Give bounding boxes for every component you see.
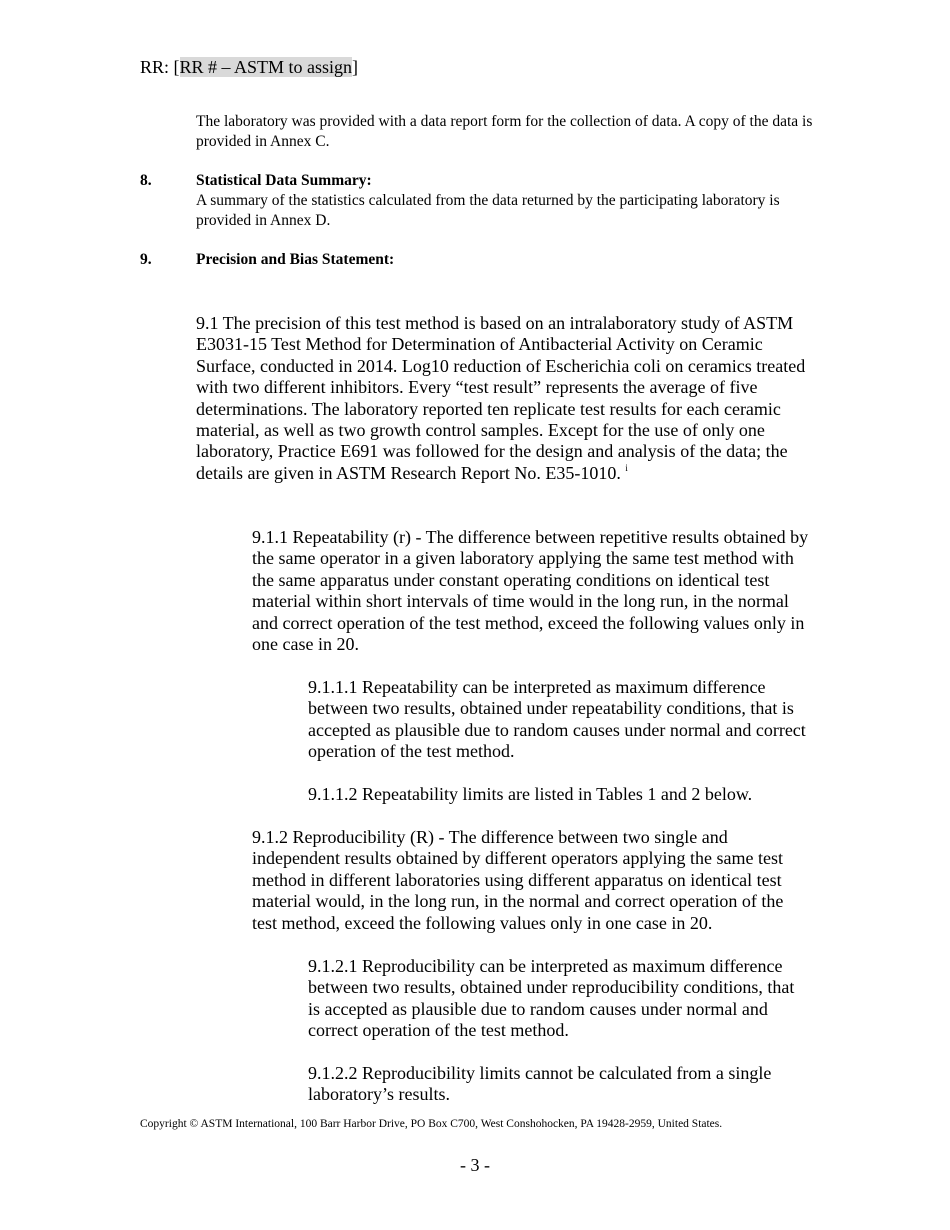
- paragraph-9-1-1: 9.1.1 Repeatability (r) - The difference between repetitive results obtained by the same operator in a given laboratory applying the same test method with the same apparatus under constant operating conditions on identical test material within short intervals of time would in the long run, in the normal and correct operation of the test method, exceed the following values only in one case in 20.: [252, 527, 809, 655]
- header-prefix: RR: [: [140, 57, 180, 77]
- section-8-heading: Statistical Data Summary:: [196, 172, 372, 189]
- section-8-text: A summary of the statistics calculated from the data returned by the participating laboratory is provided in Annex D.: [196, 192, 780, 229]
- intro-paragraph: The laboratory was provided with a data report form for the collection of data. A copy of the data is provided in Annex C.: [196, 113, 813, 150]
- endnote-reference: i: [625, 462, 628, 473]
- paragraph-9-1-text: 9.1 The precision of this test method is based on an intralaboratory study of ASTM E3031-15 Test Method for Determination of Antibacterial Activity on Ceramic Surface, conducted in 2014. Log10 reduction of Escherichia coli on ceramics treated with two different inhibitors. Every “test result” represents the average of five determinations. The laboratory reported ten replicate test results for each ceramic material, as well as two growth control samples. Except for the use of only one laboratory, Practice E691 was followed for the design and analysis of the data; the details are given in ASTM Research Report No. E35-1010.: [196, 313, 806, 483]
- section-9-number: 9.: [140, 251, 152, 268]
- report-header: [140, 56, 358, 78]
- paragraph-9-1-2-2: 9.1.2.2 Reproducibility limits cannot be calculated from a single laboratory’s results.: [308, 1063, 772, 1105]
- header-placeholder-field: RR # – ASTM to assign: [179, 57, 353, 77]
- section-9-body: [196, 250, 816, 270]
- section-9-heading: Precision and Bias Statement:: [196, 251, 395, 268]
- page-number: - 3 -: [460, 1155, 490, 1175]
- section-8-body: [196, 171, 816, 231]
- paragraph-9-1-2-1: 9.1.2.1 Reproducibility can be interpreted as maximum difference between two results, obtained under reproducibility conditions, that is accepted as plausible due to random causes under normal and correct operation of the test method.: [308, 956, 795, 1041]
- paragraph-9-1: [196, 313, 811, 484]
- section-8-number: 8.: [140, 172, 152, 189]
- copyright-footer: Copyright © ASTM International, 100 Barr Harbor Drive, PO Box C700, West Conshohocken, PA 19428-2959, United States.: [140, 1118, 723, 1130]
- paragraph-9-1-2: 9.1.2 Reproducibility (R) - The difference between two single and independent results obtained by different operators applying the same test method in different laboratories using different apparatus on identical test material would, in the long run, in the normal and correct operation of the test method, exceed the following values only in one case in 20.: [252, 827, 784, 933]
- header-suffix: ]: [352, 57, 359, 77]
- paragraph-9-1-1-1: 9.1.1.1 Repeatability can be interpreted as maximum difference between two results, obtained under repeatability conditions, that is accepted as plausible due to random causes under normal and correct operation of the test method.: [308, 677, 806, 762]
- paragraph-9-1-1-2: 9.1.1.2 Repeatability limits are listed in Tables 1 and 2 below.: [308, 784, 753, 804]
